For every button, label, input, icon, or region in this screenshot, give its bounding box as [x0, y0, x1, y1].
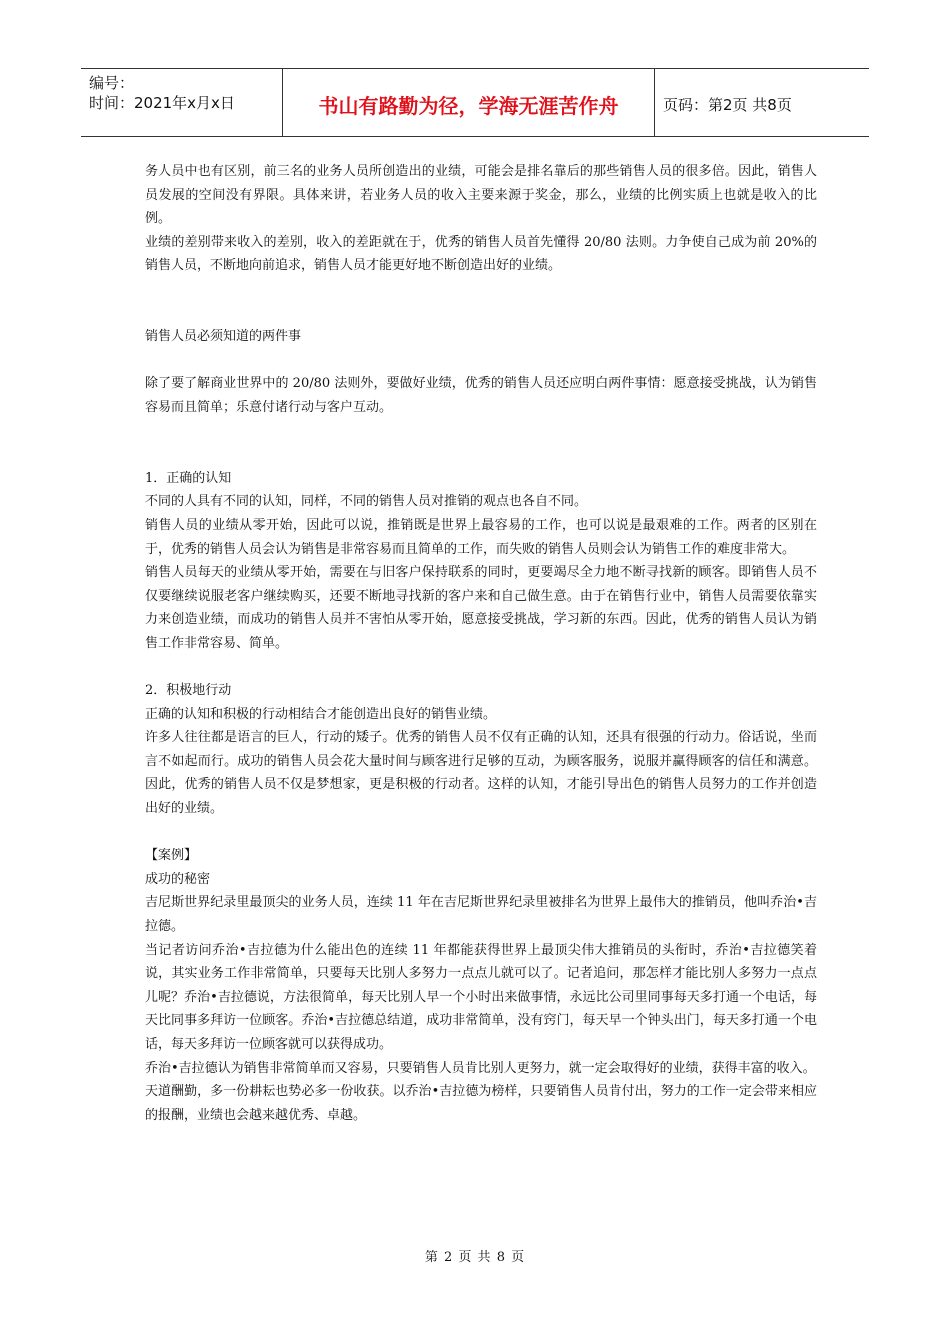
header-meta	[81, 69, 283, 136]
paragraph: 天道酬勤，多一份耕耘也势必多一份收获。以乔治•吉拉德为榜样，只要销售人员肯付出，努力的工作一定会带来相应的报酬，业绩也会越来越优秀、卓越。	[145, 1084, 817, 1123]
paragraph: 许多人往往都是语言的巨人，行动的矮子。优秀的销售人员不仅有正确的认知，还具有很强的行动力。俗话说，坐而言不如起而行。成功的销售人员会花大量时间与顾客进行足够的互动，为顾客服务，说服并赢得顾客的信任和满意。因此，优秀的销售人员不仅是梦想家，更是积极的行动者。这样的认知，才能引导出色的销售人员努力的工作并创造出好的业绩。	[145, 730, 817, 817]
number-label: 编号：	[89, 74, 135, 92]
subsection-title: 1．正确的认知	[145, 470, 232, 486]
subsection-title: 2．积极地行动	[145, 683, 232, 699]
paragraph: 乔治•吉拉德认为销售非常简单而又容易，只要销售人员肯比别人更努力，就一定会取得好的业绩，获得丰富的收入。	[145, 1060, 816, 1076]
header-slogan: 书山有路勤为径，学海无涯苦作舟	[283, 69, 655, 136]
page-header	[81, 68, 869, 137]
paragraph: 吉尼斯世界纪录里最顶尖的业务人员，连续 11 年在吉尼斯世界纪录里被排名为世界上最伟大的推销员，他叫乔治•吉拉德。	[145, 895, 817, 934]
paragraph: 正确的认知和积极的行动相结合才能创造出良好的销售业绩。	[145, 706, 497, 722]
time-label: 时间：2021年x月x日	[89, 94, 235, 112]
paragraph: 务人员中也有区别，前三名的业务人员所创造出的业绩，可能会是排名靠后的那些销售人员的很多倍。因此，销售人员发展的空间没有界限。具体来讲，若业务人员的收入主要来源于奖金，那么，业绩的比例实质上也就是收入的比例。	[145, 164, 817, 227]
paragraph: 销售人员的业绩从零开始，因此可以说，推销既是世界上最容易的工作，也可以说是最艰难的工作。两者的区别在于，优秀的销售人员会认为销售是非常容易而且简单的工作，而失败的销售人员则会认为销售工作的难度非常大。	[145, 517, 817, 557]
paragraph: 除了要了解商业世界中的 20/80 法则外，要做好业绩，优秀的销售人员还应明白两件事情：愿意接受挑战，认为销售容易而且简单；乐意付诸行动与客户互动。	[145, 376, 817, 415]
paragraph: 业绩的差别带来收入的差别，收入的差距就在于，优秀的销售人员首先懂得 20/80 法则。力争使自己成为前 20%的销售人员，不断地向前追求，销售人员才能更好地不断创造出好的业绩。	[145, 234, 817, 274]
paragraph: 不同的人具有不同的认知，同样，不同的销售人员对推销的观点也各自不同。	[145, 494, 588, 510]
paragraph: 当记者访问乔治•吉拉德为什么能出色的连续 11 年都能获得世界上最顶尖伟大推销员的头衔时，乔治•吉拉德笑着说，其实业务工作非常简单，只要每天比别人多努力一点点儿就可以了。记者追问，那怎样才能比别人多努力一点点儿呢？乔治•吉拉德说，方法很简单，每天比别人早一个小时出来做事情，永远比公司里同事每天多打通一个电话，每天比同事多拜访一位顾客。乔治•吉拉德总结道，成功非常简单，没有窍门，每天早一个钟头出门，每天多打通一个电话，每天多拜访一位顾客就可以获得成功。	[145, 942, 817, 1052]
case-title: 成功的秘密	[145, 871, 211, 887]
document-body	[145, 160, 817, 1127]
paragraph: 销售人员每天的业绩从零开始，需要在与旧客户保持联系的同时，更要竭尽全力地不断寻找新的顾客。即销售人员不仅要继续说服老客户继续购买，还要不断地寻找新的客户来和自己做生意。由于在销售行业中，销售人员需要依靠实力来创造业绩，而成功的销售人员并不害怕从零开始，愿意接受挑战，学习新的东西。因此，优秀的销售人员认为销售工作非常容易、简单。	[145, 565, 817, 651]
header-page-label: 页码：第2页 共8页	[663, 96, 792, 114]
case-label: 【案例】	[145, 848, 198, 864]
page-footer: 第 2 页 共 8 页	[424, 1250, 526, 1265]
section-heading: 销售人员必须知道的两件事	[145, 329, 302, 345]
